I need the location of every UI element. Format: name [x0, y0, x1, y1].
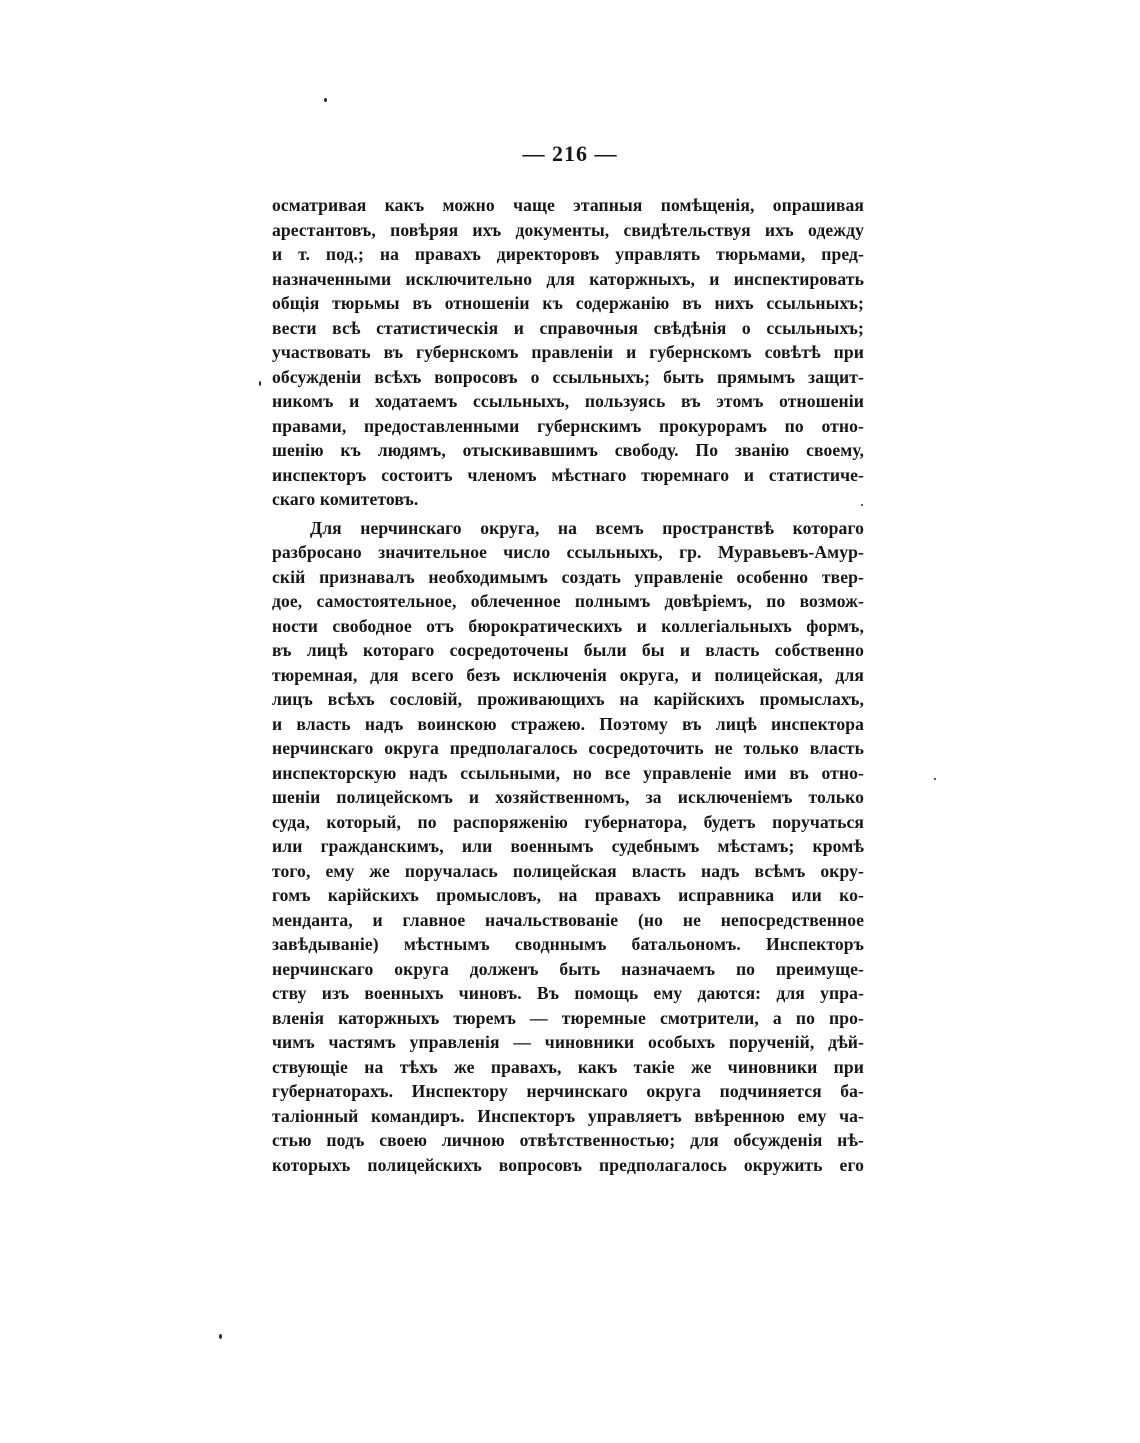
text-line: менданта, и главное начальствованіе (но не непосредственное	[272, 909, 864, 930]
text-line: шеніи полицейскомъ и хозяйственномъ, за исключеніемъ только	[272, 787, 864, 807]
text-line: ности свободное отъ бюрократическихъ и коллегіальныхъ формъ,	[272, 615, 864, 636]
scan-speck	[861, 504, 863, 506]
text-line: участвовать въ губернскомъ правленіи и губернскомъ совѣтѣ при	[272, 342, 864, 362]
text-line: инспекторъ состоитъ членомъ мѣстнаго тюремнаго и статистиче-	[272, 464, 864, 485]
text-line: Для нерчинскаго округа, на всемъ пространствѣ котораго	[310, 517, 864, 538]
text-line: дое, самостоятельное, облеченное полнымъ довѣріемъ, по возмож-	[272, 591, 864, 611]
text-line: правами, предоставленными губернскимъ прокурорамъ по отно-	[272, 415, 864, 436]
text-line: ствующіе на тѣхъ же правахъ, какъ такіе же чиновники при	[272, 1056, 864, 1077]
text-line: или гражданскимъ, или военнымъ судебнымъ мѣстамъ; кромѣ	[272, 836, 864, 856]
text-line: скаго комитетовъ.	[272, 489, 419, 509]
scan-speck	[219, 1334, 222, 1339]
text-line: которыхъ полицейскихъ вопросовъ предполагалось окружить его	[272, 1154, 864, 1175]
text-line: вленія каторжныхъ тюремъ — тюремные смотрители, а по про-	[272, 1007, 864, 1028]
text-line: шенію къ людямъ, отыскивавшимъ свободу. По званію своему,	[272, 440, 864, 460]
text-line: обсужденіи всѣхъ вопросовъ о ссыльныхъ; быть прямымъ защит-	[272, 366, 864, 387]
text-line: скій признавалъ необходимымъ создать управленіе особенно твер-	[272, 566, 864, 587]
text-line: гомъ карійскихъ промысловъ, на правахъ исправника или ко-	[272, 885, 864, 905]
scan-speck	[934, 778, 936, 780]
text-line: лицъ всѣхъ сословій, проживающихъ на карійскихъ промыслахъ,	[272, 689, 864, 709]
text-line: вести всѣ статистическія и справочныя свѣдѣнія о ссыльныхъ;	[272, 317, 864, 338]
text-line: завѣдываніе) мѣстнымъ сводннымъ батальономъ. Инспекторъ	[272, 934, 864, 954]
text-line: таліонный командиръ. Инспекторъ управляетъ ввѣренною ему ча-	[272, 1105, 864, 1126]
paragraph-2	[272, 516, 864, 1178]
paragraph-1	[272, 193, 864, 512]
text-line: нерчинскаго округа предполагалось сосредоточить не только власть	[272, 738, 864, 758]
text-line: общія тюрьмы въ отношеніи къ содержанію въ нихъ ссыльныхъ;	[272, 293, 864, 313]
scan-speck	[324, 98, 327, 102]
text-line: суда, который, по распоряженію губернатора, будетъ поручаться	[272, 811, 864, 832]
text-line: никомъ и ходатаемъ ссыльныхъ, пользуясь въ этомъ отношеніи	[272, 391, 864, 411]
text-line: арестантовъ, повѣряя ихъ документы, свидѣтельствуя ихъ одежду	[272, 219, 864, 240]
text-line: губернаторахъ. Инспектору нерчинскаго округа подчиняется ба-	[272, 1081, 864, 1101]
page-number: — 216 —	[522, 141, 618, 166]
text-line: чимъ частямъ управленія — чиновники особыхъ порученій, дѣй-	[272, 1032, 864, 1052]
text-line: назначенными исключительно для каторжныхъ, и инспектировать	[272, 268, 864, 289]
text-line: и власть надъ воинскою стражею. Поэтому въ лицѣ инспектора	[272, 713, 864, 734]
text-line: тюремная, для всего безъ исключенія округа, и полицейская, для	[272, 664, 864, 685]
scan-speck	[259, 381, 261, 386]
text-line: въ лицѣ котораго сосредоточены были бы и власть собственно	[272, 640, 864, 660]
text-line: разбросано значительное число ссыльныхъ, гр. Муравьевъ-Амур-	[272, 542, 864, 562]
text-block	[272, 193, 864, 1177]
text-line: ству изъ военныхъ чиновъ. Въ помощь ему даются: для упра-	[272, 983, 864, 1003]
text-line: стью подъ своею личною отвѣтственностью; для обсужденія нѣ-	[272, 1130, 864, 1150]
text-line: того, ему же поручалась полицейская власть надъ всѣмъ окру-	[272, 860, 864, 881]
text-line: и т. под.; на правахъ директоровъ управлять тюрьмами, пред-	[272, 244, 864, 264]
text-line: осматривая какъ можно чаще этапныя помѣщенія, опрашивая	[272, 195, 864, 215]
text-line: инспекторскую надъ ссыльными, но все управленіе ими въ отно-	[272, 762, 864, 783]
text-line: нерчинскаго округа долженъ быть назначаемъ по преимуще-	[272, 958, 864, 979]
